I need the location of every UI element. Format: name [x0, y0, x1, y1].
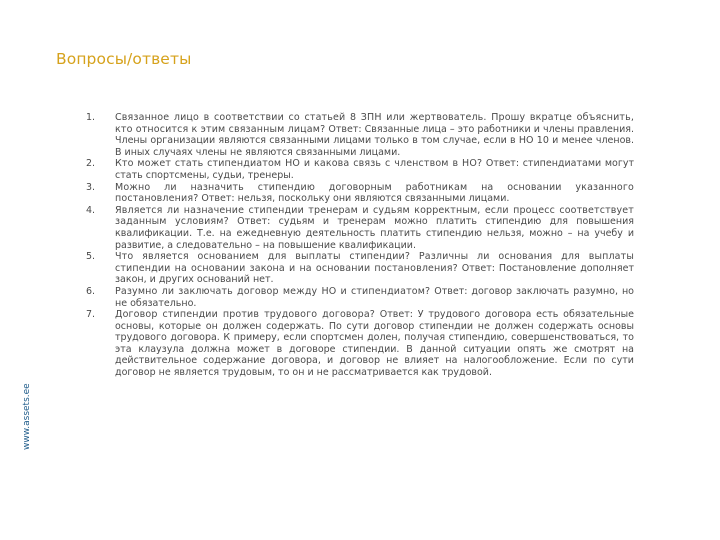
qa-answer: Ответ: Связанные лица – это работники и члены правления. Члены организации являются связанными лицами только в том случае, если в НО 10 и менее членов. В иных случаях члены не являются связанными лицами. [115, 123, 634, 158]
qa-number: 7. [86, 309, 96, 321]
qa-item [86, 112, 634, 158]
qa-item [86, 205, 634, 251]
qa-question: Является ли назначение стипендии тренерам и судьям корректным, если процесс соответствует заданным условиям? [115, 204, 634, 228]
qa-number: 5. [86, 251, 96, 263]
qa-answer: Ответ: судьям и тренерам можно платить стипендию для повышения квалификации. Т.е. на ежедневную деятельность платить стипендию нельзя, можно – на учебу и развитие, а следовательно – на повышение квалификации. [115, 216, 635, 251]
qa-text [115, 182, 634, 205]
qa-item [86, 182, 634, 205]
qa-item [86, 251, 634, 286]
qa-answer: Ответ: стипендиатами могут стать спортсмены, судьи, тренеры. [115, 158, 634, 181]
qa-question: Можно ли назначить стипендию договорным работникам на основании указанного постановления? [115, 181, 634, 205]
qa-number: 2. [86, 158, 96, 170]
qa-text [115, 309, 634, 379]
qa-answer: Ответ: У трудового договора есть обязательные основы, которые он должен содержать. По сути договор стипендии не должен содержать основы трудового договора. К примеру, если спортсмен долен, получая стипендию, совершенствоваться, то эта клаузула должна может в договоре стипендии. В данной ситуации опять же смотрят на действительное содержание договора, и договор не влияет на налогообложение. Если по сути договор не является трудовым, то он и не рассматривается как трудовой. [115, 309, 634, 379]
qa-number: 4. [86, 204, 96, 216]
qa-question: Связанное лицо в соответствии со статьей 8 ЗПН или жертвователь. Прошу вкратце объяснить, кто относится к этим связанным лицам? [115, 112, 634, 135]
qa-question: Разумно ли заключать договор между НО и стипендиатом? [115, 285, 431, 297]
side-url-text: www.assets.ee [22, 383, 32, 450]
qa-list [86, 112, 634, 379]
qa-item [86, 286, 634, 309]
qa-text [115, 286, 634, 309]
qa-question: Что является основанием для выплаты стипендии? Различны ли основания для выплаты стипендии на основании закона и на основании постановления? [115, 251, 634, 274]
qa-question: Договор стипендии против трудового договора? [115, 309, 375, 321]
qa-number: 1. [86, 112, 96, 123]
qa-text [115, 205, 634, 251]
qa-text [115, 158, 634, 181]
qa-answer: Ответ: договор заключать разумно, но не обязательно. [115, 285, 634, 309]
qa-text [115, 112, 634, 158]
qa-answer: Ответ: нельзя, поскольку они являются связанными лицами. [201, 193, 510, 205]
qa-text [115, 251, 634, 286]
qa-number: 3. [86, 181, 96, 193]
qa-number: 6. [86, 285, 96, 297]
qa-item [86, 309, 634, 379]
qa-item [86, 158, 634, 181]
page-title: Вопросы/ответы [56, 50, 192, 68]
qa-answer: Ответ: Постановление дополняет закон, и других оснований нет. [115, 262, 634, 286]
qa-question: Кто может стать стипендиатом НО и какова связь с членством в НО? [115, 158, 483, 170]
